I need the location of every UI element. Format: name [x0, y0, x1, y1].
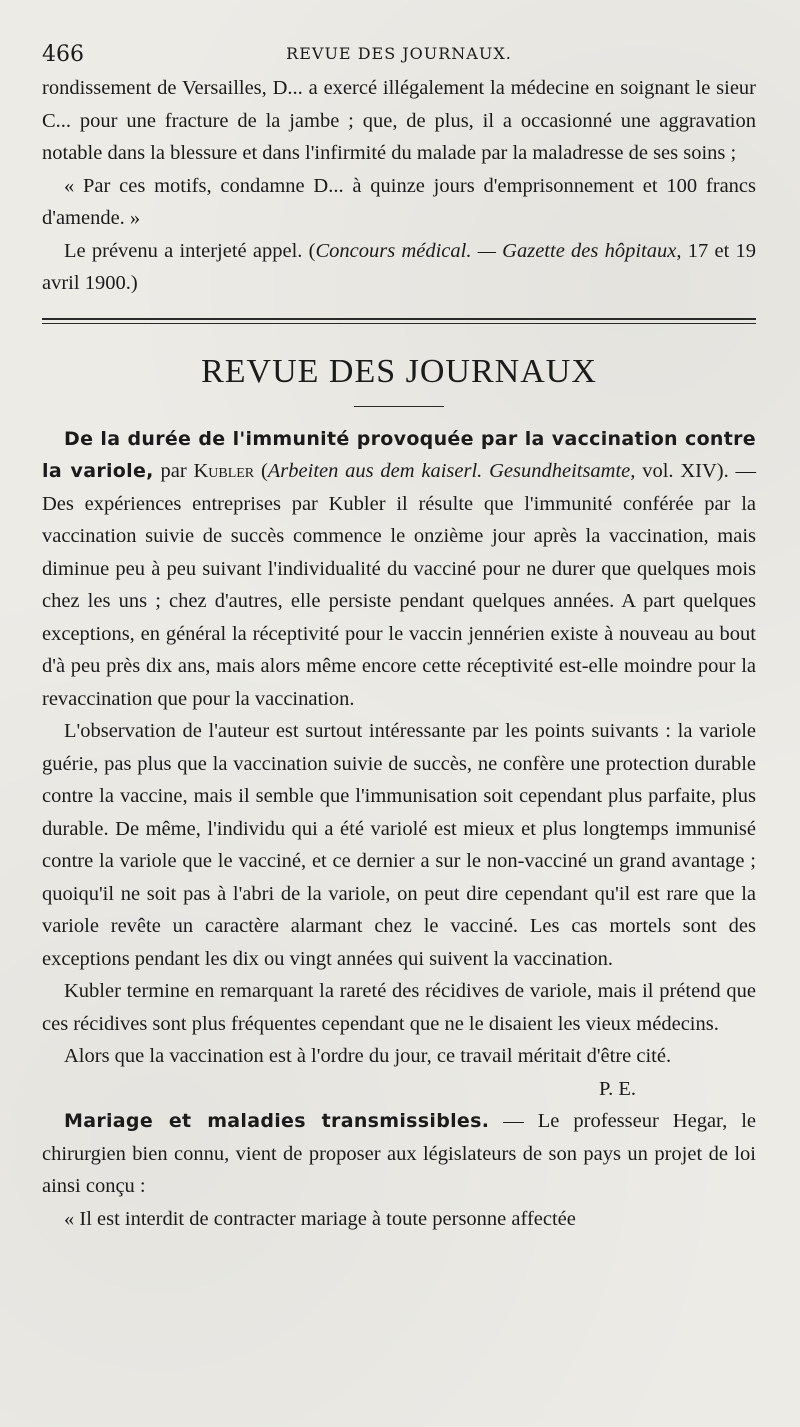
article-2: [42, 1105, 756, 1235]
intro-p3-tail: 17 et 19 avril 1900.): [42, 239, 757, 294]
article-1-paragraph-1: [42, 423, 756, 716]
article-1-paragraph-3: Kubler termine en remarquant la rareté des récidives de variole, mais il prétend que ces récidives sont plus fréquentes cependant que ne le disaient les vieux médecins.: [42, 980, 756, 1035]
intro-p3-citation: Concours médical. — Gazette des hôpitaux,: [315, 239, 682, 262]
article-1-author: Kubler: [193, 460, 255, 482]
article-1-signature-line: [42, 1073, 756, 1106]
intro-text: [42, 72, 756, 300]
article-1-paragraph-4: [42, 1040, 756, 1073]
article-1: [42, 423, 756, 1106]
article-2-quote: « Il est interdit de contracter mariage à toute personne affectée: [64, 1207, 576, 1230]
page-header: [42, 38, 756, 72]
title-underline: [354, 406, 444, 407]
article-1-body: vol. XIV). — Des expériences entreprises par Kubler il résulte que l'immunité conférée par la vaccination suivie de succès commence le onzième jour après la vaccination, mais diminue peu à peu suivant l'individualité du vacciné pour ne durer que quelques mois chez les uns ; chez d'autres, elle persiste pendant quelques années. A part quelques exceptions, en général la réceptivité pour le vaccin jennérien existe à nouveau au bout d'à peu près dix ans, mais alors même encore cette réceptivité est-elle moindre pour la revaccination que pour la vaccination.: [42, 460, 757, 710]
article-1-paragraph-2: L'observation de l'auteur est surtout intéressante par les points suivants : la variole guérie, pas plus que la vaccination suivie de succès, ne confère une protection durable contre la vaccine, mais il semble que l'immunisation soit cependant plus parfaite, plus durable. De même, l'individu qui a été variolé est mieux et plus longtemps immunisé contre la variole que le vacciné, et ce dernier a sur le non-vacciné un grand avantage ; quoiqu'il ne soit pas à l'abri de la variole, on peut dire cependant qu'il est rare que la variole revête un caractère alarmant chez le vacciné. Les cas mortels sont des exceptions pendant les dix ou vingt années qui suivent la vaccination.: [42, 720, 756, 970]
article-2-title: Mariage et maladies transmissibles.: [64, 1110, 490, 1132]
section-title: REVUE DES JOURNAUX: [201, 352, 597, 390]
article-1-signature: P. E.: [598, 1077, 636, 1100]
article-2-body: — Le professeur Hegar, le chirurgien bien connu, vient de proposer aux législateurs de son pays un projet de loi ainsi conçu :: [42, 1110, 757, 1197]
article-1-title: De la durée de l'immunité provoquée par la vaccination contre la variole,: [42, 427, 756, 482]
intro-paragraph-1: rondissement de Versailles, D... a exercé illégalement la médecine en soignant le sieur C... pour une fracture de la jambe ; que, de plus, il a occasionné une aggravation notable dans la blessure et dans l'infirmité du malade par la maladresse de ses soins ;: [42, 77, 756, 164]
intro-p3-lead: Le prévenu a interjeté appel. (: [64, 239, 316, 262]
article-1-p4-text: Alors que la vaccination est à l'ordre du jour, ce travail méritait d'être cité.: [64, 1045, 672, 1067]
page-number: 466: [42, 42, 84, 67]
article-1-source: Arbeiten aus dem kaiserl. Gesundheitsamte,: [267, 460, 636, 482]
article-1-by: par: [153, 460, 194, 482]
intro-paragraph-2: « Par ces motifs, condamne D... à quinze jours d'emprisonnement et 100 francs d'amende. »: [42, 174, 756, 229]
article-1-source-open: (: [254, 460, 268, 482]
intro-paragraph-3: [42, 235, 756, 300]
double-rule-divider: [42, 318, 756, 324]
running-head: REVUE DES JOURNAUX.: [286, 44, 512, 63]
article-2-paragraph-1: [42, 1105, 756, 1203]
